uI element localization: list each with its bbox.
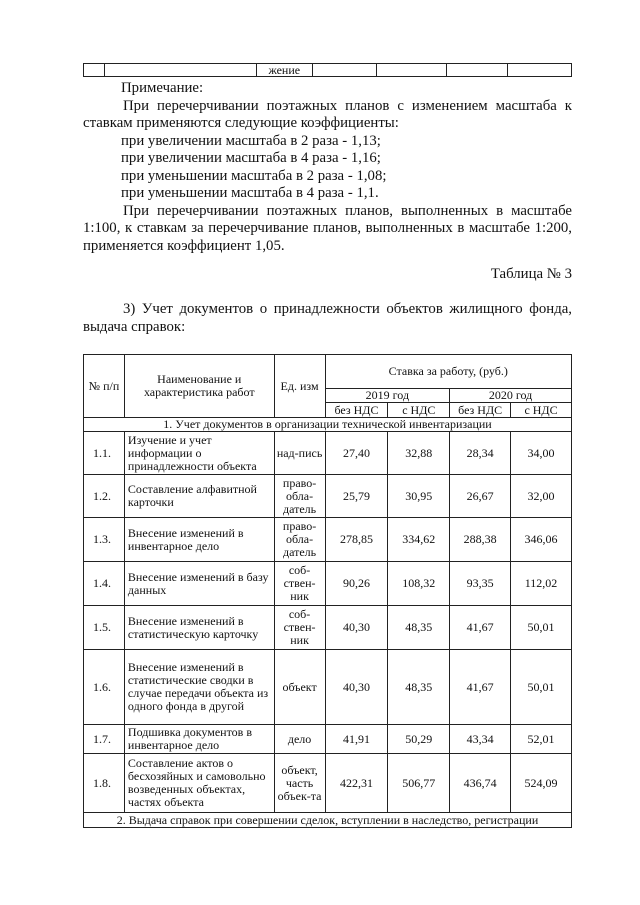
- header-unit: Ед. изм: [274, 355, 325, 418]
- row-value: 43,34: [450, 725, 511, 754]
- row-value: 108,32: [388, 562, 450, 606]
- row-num: 1.7.: [84, 725, 125, 754]
- row-value: 112,02: [511, 562, 572, 606]
- header-rate: Ставка за работу, (руб.): [325, 355, 571, 389]
- row-value: 30,95: [388, 475, 450, 518]
- table-row: [84, 475, 572, 518]
- note-closing: При перечерчивании поэтажных планов, выполненных в масштабе 1:100, к ставкам за перечерчивание планов, выполненных в масштабе 1:200, применяется коэффициент 1,05.: [83, 202, 572, 254]
- row-num: 1.2.: [84, 475, 125, 518]
- table-row: [84, 432, 572, 475]
- row-value: 52,01: [511, 725, 572, 754]
- top-cell: [104, 64, 256, 77]
- note-item: при увеличении масштаба в 2 раза - 1,13;: [121, 132, 381, 149]
- top-cell: [376, 64, 446, 77]
- row-value: 93,35: [450, 562, 511, 606]
- header-no-vat: без НДС: [450, 403, 511, 418]
- row-num: 1.5.: [84, 606, 125, 650]
- row-value: 32,88: [388, 432, 450, 475]
- row-value: 32,00: [511, 475, 572, 518]
- row-value: 506,77: [388, 754, 450, 813]
- row-value: 25,79: [325, 475, 388, 518]
- table-row: [84, 754, 572, 813]
- note-item: при уменьшении масштаба в 2 раза - 1,08;: [121, 167, 387, 184]
- header-year-2019: 2019 год: [325, 389, 450, 403]
- row-num: 1.1.: [84, 432, 125, 475]
- row-value: 422,31: [325, 754, 388, 813]
- section-row: 1. Учет документов в организации технической инвентаризации: [84, 418, 572, 432]
- rates-table: [83, 354, 572, 828]
- note-intro: При перечерчивании поэтажных планов с изменением масштаба к ставкам применяются следующие коэффициенты:: [83, 97, 572, 131]
- row-value: 41,67: [450, 650, 511, 725]
- row-unit: объект, часть объек-та: [274, 754, 325, 813]
- section-title: 3) Учет документов о принадлежности объектов жилищного фонда, выдача справок:: [83, 301, 572, 335]
- table-row: [84, 518, 572, 562]
- row-num: 1.8.: [84, 754, 125, 813]
- row-value: 40,30: [325, 606, 388, 650]
- section-row: 2. Выдача справок при совершении сделок, вступлении в наследство, регистрации: [84, 813, 572, 828]
- top-cell: [84, 64, 105, 77]
- row-value: 34,00: [511, 432, 572, 475]
- table-row: [84, 725, 572, 754]
- header-with-vat: с НДС: [388, 403, 450, 418]
- top-cell: [508, 64, 572, 77]
- row-value: 334,62: [388, 518, 450, 562]
- header-year-2020: 2020 год: [450, 389, 572, 403]
- note-item: при уменьшении масштаба в 4 раза - 1,1.: [121, 185, 379, 201]
- table-row: [84, 562, 572, 606]
- table-caption: Таблица № 3: [490, 266, 572, 282]
- row-name: Составление алфавитной карточки: [124, 475, 274, 518]
- row-value: 50,01: [511, 606, 572, 650]
- row-unit: соб-ствен-ник: [274, 562, 325, 606]
- previous-table-fragment: [83, 63, 572, 77]
- top-cell-text: жение: [256, 64, 312, 77]
- row-value: 41,67: [450, 606, 511, 650]
- header-name: Наименование и характеристика работ: [124, 355, 274, 418]
- row-num: 1.3.: [84, 518, 125, 562]
- row-name: Внесение изменений в статистическую карточку: [124, 606, 274, 650]
- row-value: 41,91: [325, 725, 388, 754]
- row-value: 346,06: [511, 518, 572, 562]
- note-block: [83, 80, 572, 255]
- row-name: Составление актов о бесхозяйных и самовольно возведенных объектах, частях объекта: [124, 754, 274, 813]
- row-num: 1.4.: [84, 562, 125, 606]
- header-with-vat: с НДС: [511, 403, 572, 418]
- header-no-vat: без НДС: [325, 403, 388, 418]
- row-name: Внесение изменений в инвентарное дело: [124, 518, 274, 562]
- row-value: 48,35: [388, 650, 450, 725]
- row-value: 28,34: [450, 432, 511, 475]
- table-row: [84, 606, 572, 650]
- row-unit: объект: [274, 650, 325, 725]
- top-cell: [446, 64, 508, 77]
- row-value: 50,01: [511, 650, 572, 725]
- note-item: при увеличении масштаба в 4 раза - 1,16;: [121, 150, 381, 166]
- row-name: Внесение изменений в базу данных: [124, 562, 274, 606]
- row-value: 26,67: [450, 475, 511, 518]
- row-num: 1.6.: [84, 650, 125, 725]
- row-value: 27,40: [325, 432, 388, 475]
- row-unit: над-пись: [274, 432, 325, 475]
- row-value: 48,35: [388, 606, 450, 650]
- row-value: 40,30: [325, 650, 388, 725]
- table-row: [84, 650, 572, 725]
- row-unit: соб-ствен-ник: [274, 606, 325, 650]
- row-value: 524,09: [511, 754, 572, 813]
- row-name: Внесение изменений в статистические сводки в случае передачи объекта из одного фонда в другой: [124, 650, 274, 725]
- row-value: 90,26: [325, 562, 388, 606]
- row-unit: право-обла-датель: [274, 518, 325, 562]
- row-name: Изучение и учет информации о принадлежности объекта: [124, 432, 274, 475]
- row-value: 278,85: [325, 518, 388, 562]
- row-value: 436,74: [450, 754, 511, 813]
- top-cell: [312, 64, 376, 77]
- row-name: Подшивка документов в инвентарное дело: [124, 725, 274, 754]
- header-num: № п/п: [84, 355, 125, 418]
- note-title: Примечание:: [121, 80, 204, 96]
- row-value: 50,29: [388, 725, 450, 754]
- row-unit: право-обла-датель: [274, 475, 325, 518]
- row-unit: дело: [274, 725, 325, 754]
- row-value: 288,38: [450, 518, 511, 562]
